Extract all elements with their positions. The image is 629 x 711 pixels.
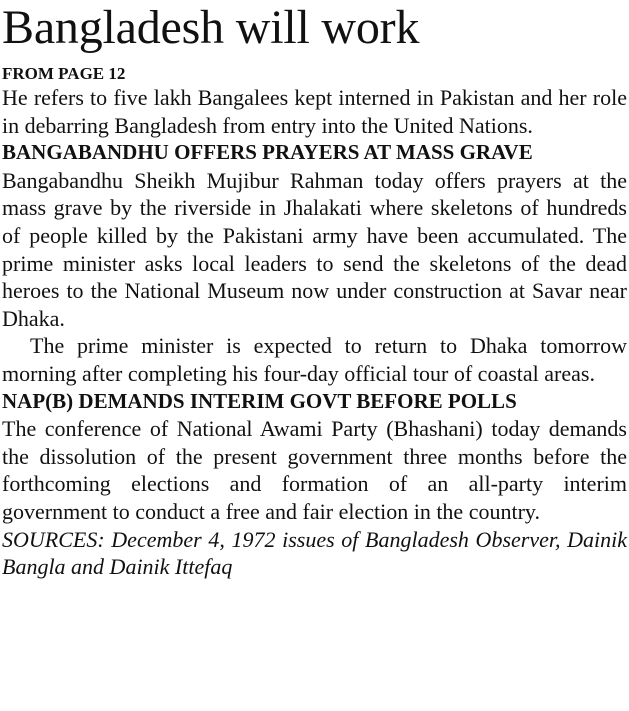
subhead-prayers-mass-grave: BANGABANDHU OFFERS PRAYERS AT MASS GRAVE [2, 140, 533, 165]
headline: Bangladesh will work [2, 1, 420, 54]
sources-note: SOURCES: December 4, 1972 issues of Bangladesh Observer, Dainik Bangla and Dainik Ittefaq [2, 526, 627, 580]
continued-from-label: FROM PAGE 12 [2, 64, 126, 83]
subhead-nap-demands: NAP(B) DEMANDS INTERIM GOVT BEFORE POLLS [2, 388, 517, 413]
paragraph-mass-grave: Bangabandhu Sheikh Mujibur Rahman today offers prayers at the mass grave by the riverside in Jhalakati where skeletons of hundreds of people killed by the Pakistani army have been accumulated. The prime minister asks local leaders to send the skeletons of the dead heroes to the National Museum now under construction at Savar near Dhaka. [2, 167, 627, 331]
intro-paragraph: He refers to five lakh Bangalees kept interned in Pakistan and her role in debarring Bangladesh from entry into the United Nations. [2, 85, 627, 138]
paragraph-return-to-dhaka: The prime minister is expected to return to Dhaka tomorrow morning after completing his four-day official tour of coastal areas. [2, 333, 627, 386]
paragraph-nap-conference: The conference of National Awami Party (Bhashani) today demands the dissolution of the present government three months before the forthcoming elections and formation of an all-party interim government to conduct a free and fair election in the country. [2, 416, 627, 524]
article-page [0, 2, 629, 581]
